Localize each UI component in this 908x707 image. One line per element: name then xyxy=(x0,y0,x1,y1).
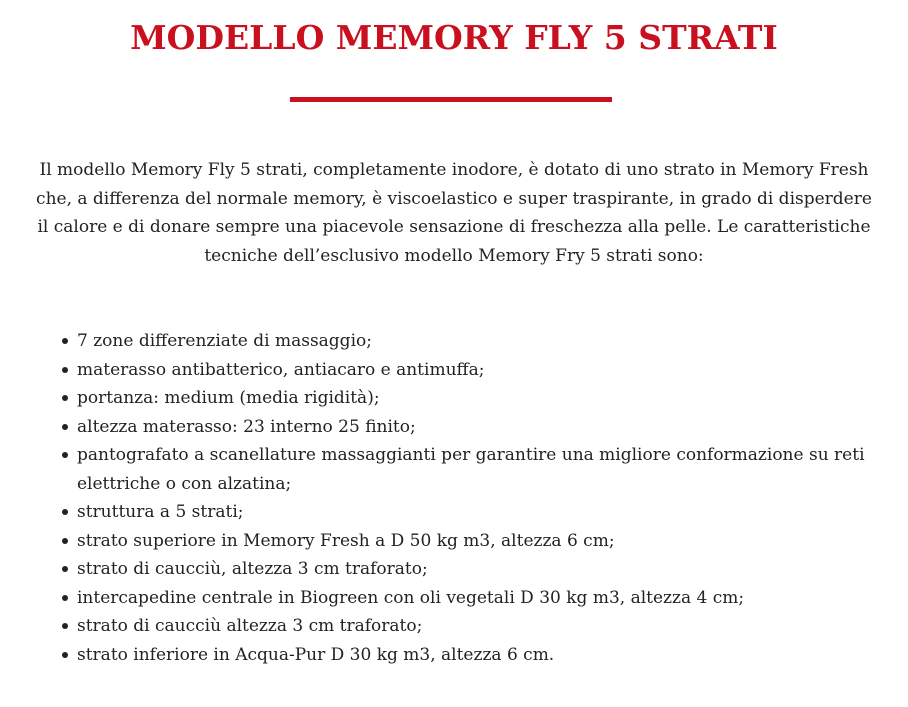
page-title: MODELLO MEMORY FLY 5 STRATI xyxy=(130,18,778,57)
features-list xyxy=(38,327,908,669)
list-item: altezza materasso: 23 interno 25 finito; xyxy=(77,413,908,442)
list-item: 7 zone differenziate di massaggio; xyxy=(77,327,908,356)
list-item: strato di caucciù, altezza 3 cm traforato; xyxy=(77,555,908,584)
list-item: pantografato a scanellature massaggianti per garantire una migliore conformazione su reti elettriche o con alzatina; xyxy=(77,441,908,498)
list-item: strato superiore in Memory Fresh a D 50 kg m3, altezza 6 cm; xyxy=(77,527,908,556)
list-item: portanza: medium (media rigidità); xyxy=(77,384,908,413)
list-item: strato inferiore in Acqua-Pur D 30 kg m3, altezza 6 cm. xyxy=(77,641,908,670)
list-item: strato di caucciù altezza 3 cm traforato; xyxy=(77,612,908,641)
list-item: intercapedine centrale in Biogreen con oli vegetali D 30 kg m3, altezza 4 cm; xyxy=(77,584,908,613)
list-item: materasso antibatterico, antiacaro e antimuffa; xyxy=(77,356,908,385)
title-divider xyxy=(290,97,612,102)
list-item: struttura a 5 strati; xyxy=(77,498,908,527)
intro-paragraph: Il modello Memory Fly 5 strati, completamente inodore, è dotato di uno strato in Memory Fresh che, a differenza del normale memory, è viscoelastico e super traspirante, in grado di disperdere il calore e di donare sempre una piacevole sensazione di freschezza alla pelle. Le caratteristiche tecniche dell’esclusivo modello Memory Fry 5 strati sono: xyxy=(36,160,872,266)
